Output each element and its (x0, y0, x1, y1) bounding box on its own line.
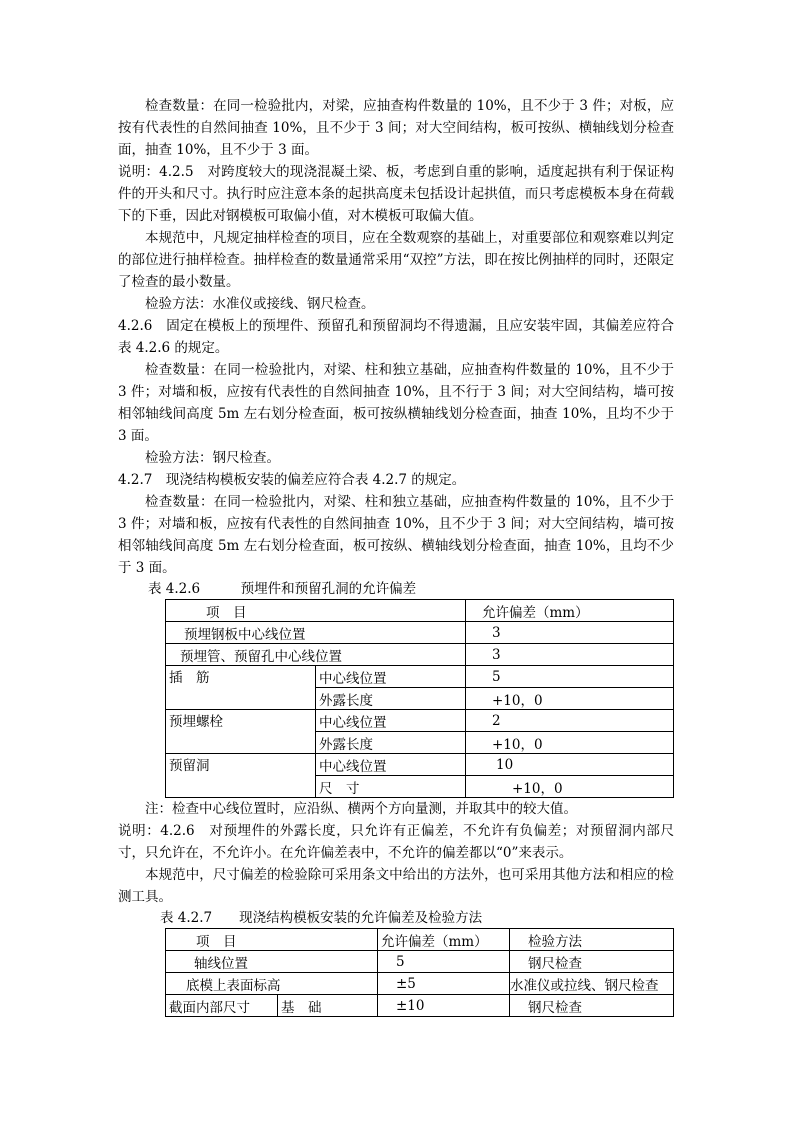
table-4-2-6 (165, 599, 674, 798)
cell-item: 底模上表面标高 (166, 973, 378, 995)
table-caption: 表 4.2.7 现浇结构模板安装的允许偏差及检验方法 (160, 910, 483, 926)
cell-value: +10，0 (466, 776, 674, 798)
cell-deviation: ±5 (378, 973, 510, 995)
cell-sub: 外露长度 (316, 688, 466, 710)
table-note: 注：检查中心线位置时，应沿纵、横两个方向量测，并取其中的较大值。 (145, 801, 577, 817)
cell-method: 水准仪或拉线、钢尺检查 (510, 973, 674, 995)
page-content (118, 95, 674, 1017)
table-row (166, 929, 674, 951)
cell-sub: 中心线位置 (316, 710, 466, 732)
table-row (166, 951, 674, 973)
header-item: 项 目 (166, 600, 466, 622)
paragraph: 检查数量：在同一检验批内，对梁、柱和独立基础，应抽查构件数量的 10%，且不少于 3 件；对墙和板，应按有代表性的自然间抽查 10%，且不少于 3 间；对大空间结构，墙可按相邻轴线间高度 5m 左右划分检查面，板可按纵、横轴线划分检查面，抽查 10%，且均不少于 3 面。 (118, 494, 674, 576)
cell-deviation: 5 (378, 951, 510, 973)
cell-group: 预留洞 (166, 754, 316, 798)
cell-sub: 外露长度 (316, 732, 466, 754)
header-deviation: 允许偏差（mm） (466, 600, 674, 622)
cell-item: 截面内部尺寸 (166, 995, 278, 1017)
cell-value: +10，0 (466, 688, 674, 710)
paragraph: 检验方法：钢尺检查。 (145, 450, 280, 466)
cell-item: 预埋钢板中心线位置 (166, 622, 466, 644)
cell-sub: 基 础 (278, 995, 378, 1017)
cell-sub: 中心线位置 (316, 666, 466, 688)
paragraph: 本规范中，凡规定抽样检查的项目，应在全数观察的基础上，对重要部位和观察难以判定的部位进行抽样检查。抽样检查的数量通常采用“双控”方法，即在按比例抽样的同时，还限定了检查的最小数量。 (118, 230, 674, 290)
cell-item: 预埋管、预留孔中心线位置 (166, 644, 466, 666)
table-row (166, 973, 674, 995)
header-method: 检验方法 (510, 929, 674, 951)
header-deviation: 允许偏差（mm） (378, 929, 510, 951)
paragraph: 检查数量：在同一检验批内，对梁，应抽查构件数量的 10%，且不少于 3 件；对板，应按有代表性的自然间抽查 10%，且不少于 3 间；对大空间结构，板可按纵、横轴线划分检查面，抽查 10%，且不少于 3 面。 (118, 98, 674, 158)
cell-value: 3 (466, 644, 674, 666)
cell-value: 3 (466, 622, 674, 644)
cell-value: 2 (466, 710, 674, 732)
cell-method: 钢尺检查 (510, 995, 674, 1017)
cell-group: 预埋螺栓 (166, 710, 316, 754)
table-row (166, 600, 674, 622)
paragraph: 检验方法：水准仪或接线、钢尺检查。 (145, 296, 375, 312)
table-4-2-7 (165, 928, 674, 1017)
table-caption: 表 4.2.6 预埋件和预留孔洞的允许偏差 (148, 581, 417, 597)
cell-method: 钢尺检查 (510, 951, 674, 973)
paragraph: 说明：4.2.6 对预埋件的外露长度，只允许有正偏差，不允许有负偏差；对预留洞内部尺寸，只允许在，不允许小。在允许偏差表中，不允许的偏差都以“0”来表示。 (118, 823, 674, 861)
cell-sub: 尺 寸 (316, 776, 466, 798)
paragraph: 检查数量：在同一检验批内，对梁、柱和独立基础，应抽查构件数量的 10%，且不少于 3 件；对墙和板，应按有代表性的自然间抽查 10%，且不行于 3 间；对大空间结构，墙可按相邻轴线间高度 5m 左右划分检查面，板可按纵横轴线划分检查面，抽查 10%，且均不少于 3 面。 (118, 362, 674, 444)
cell-value: +10，0 (466, 732, 674, 754)
cell-group: 插 筋 (166, 666, 316, 710)
table-row (166, 622, 674, 644)
paragraph: 4.2.6 固定在模板上的预埋件、预留孔和预留洞均不得遗漏，且应安装牢固，其偏差应符合表 4.2.6 的规定。 (118, 318, 674, 356)
cell-sub: 中心线位置 (316, 754, 466, 776)
table-row (166, 995, 674, 1017)
paragraph: 4.2.7 现浇结构模板安装的偏差应符合表 4.2.7 的规定。 (118, 472, 466, 488)
cell-value: 5 (466, 666, 674, 688)
table-row (166, 710, 674, 732)
paragraph: 说明：4.2.5 对跨度较大的现浇混凝土梁、板，考虑到自重的影响，适度起拱有利于保证构件的开头和尺寸。执行时应注意本条的起拱高度未包括设计起拱值，而只考虑模板本身在荷载下的下垂，因此对钢模板可取偏小值，对木模板可取偏大值。 (118, 164, 674, 224)
table-row (166, 666, 674, 688)
header-item: 项 目 (166, 929, 378, 951)
cell-value: 10 (466, 754, 674, 776)
cell-deviation: ±10 (378, 995, 510, 1017)
table-row (166, 754, 674, 776)
cell-item: 轴线位置 (166, 951, 378, 973)
paragraph: 本规范中，尺寸偏差的检验除可采用条文中给出的方法外，也可采用其他方法和相应的检测工具。 (118, 867, 674, 905)
table-row (166, 644, 674, 666)
